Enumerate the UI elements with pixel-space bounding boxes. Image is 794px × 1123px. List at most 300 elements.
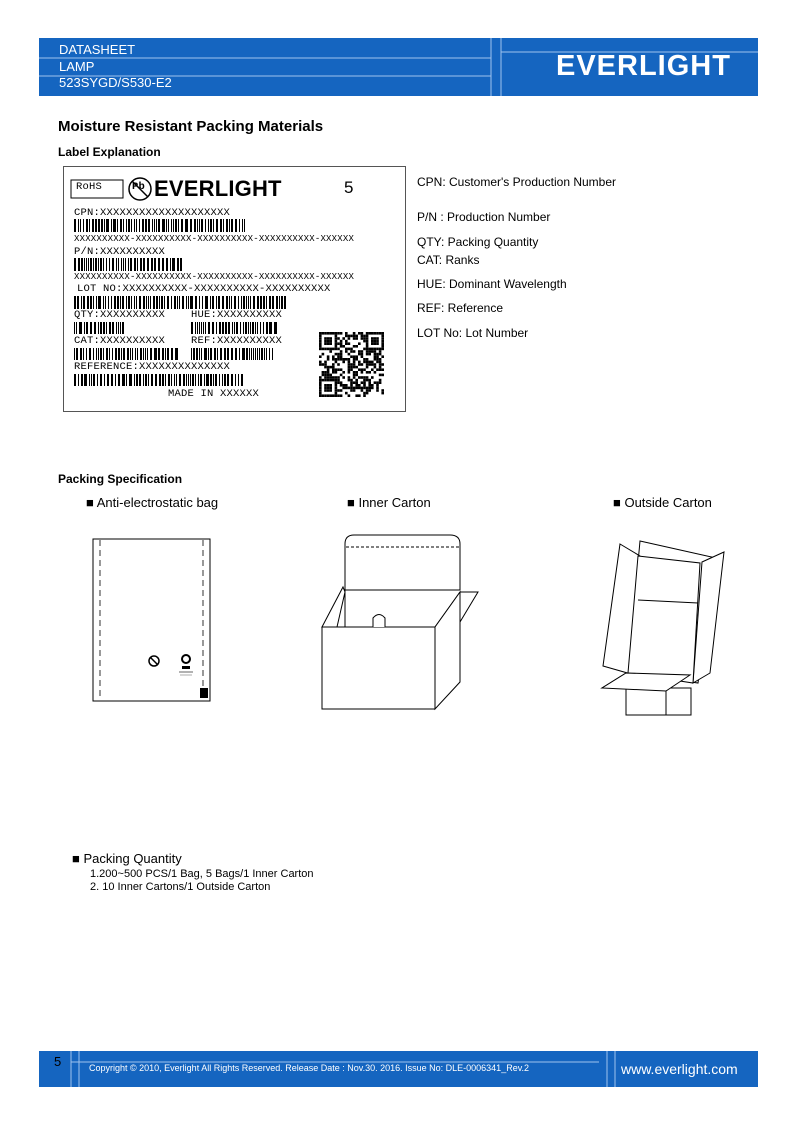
barcode-bar bbox=[183, 374, 185, 386]
barcode-bar bbox=[212, 296, 214, 309]
qr-module bbox=[337, 358, 340, 361]
barcode-bar bbox=[116, 322, 117, 334]
barcode-bar bbox=[186, 374, 187, 386]
qr-module bbox=[319, 394, 322, 397]
qr-module bbox=[348, 337, 351, 340]
qr-module bbox=[335, 381, 338, 384]
logo-text: EVERLIGHT bbox=[556, 50, 731, 81]
barcode-bar bbox=[121, 258, 122, 271]
barcode-bar bbox=[88, 258, 89, 271]
qr-module bbox=[332, 366, 335, 369]
barcode-bar bbox=[118, 322, 119, 334]
barcode-bar bbox=[196, 348, 198, 360]
barcode-bar bbox=[108, 296, 109, 309]
qr-module bbox=[366, 337, 369, 340]
barcode-bar bbox=[180, 258, 182, 271]
qr-module bbox=[340, 345, 343, 348]
qr-module bbox=[350, 348, 353, 351]
barcode-bar bbox=[208, 219, 209, 232]
barcode-bar bbox=[81, 258, 83, 271]
qr-module bbox=[335, 361, 338, 364]
barcode-bar bbox=[95, 219, 97, 232]
qr-module bbox=[361, 381, 364, 384]
qr-module bbox=[340, 374, 343, 377]
qr-module bbox=[322, 332, 325, 335]
qr-module bbox=[376, 337, 379, 340]
barcode-bar bbox=[129, 374, 132, 386]
barcode-bar bbox=[234, 322, 235, 334]
barcode-bar bbox=[177, 296, 178, 309]
qr-module bbox=[324, 340, 327, 343]
barcode-bar bbox=[122, 374, 125, 386]
qr-module bbox=[350, 366, 353, 369]
barcode-bar bbox=[131, 219, 132, 232]
qr-module bbox=[381, 342, 384, 345]
qr-module bbox=[374, 366, 377, 369]
qr-module bbox=[358, 332, 361, 335]
qr-module bbox=[374, 358, 377, 361]
qr-module bbox=[363, 335, 366, 338]
qr-module bbox=[381, 348, 384, 351]
barcode-bar bbox=[168, 374, 170, 386]
qr-module bbox=[332, 371, 335, 374]
qr-module bbox=[348, 358, 351, 361]
barcode-bar bbox=[134, 258, 136, 271]
barcode-bar bbox=[96, 296, 97, 309]
barcode-bar bbox=[135, 348, 136, 360]
barcode-bar bbox=[100, 258, 102, 271]
barcode-bar bbox=[147, 348, 148, 360]
barcode-bar bbox=[214, 348, 216, 360]
outside-carton-drawing bbox=[598, 538, 726, 718]
qr-module bbox=[319, 381, 322, 384]
qr-module bbox=[340, 384, 343, 387]
qr-module bbox=[376, 358, 379, 361]
qr-module bbox=[363, 381, 366, 384]
qr-module bbox=[374, 348, 377, 351]
barcode-bar bbox=[229, 219, 230, 232]
barcode-bar bbox=[164, 296, 165, 309]
qr-module bbox=[327, 384, 330, 387]
qr-module bbox=[327, 394, 330, 397]
barcode-bar bbox=[93, 258, 94, 271]
label-reference: REFERENCE:XXXXXXXXXXXXXX bbox=[74, 361, 231, 373]
barcode-bar bbox=[98, 348, 99, 360]
qr-module bbox=[358, 387, 361, 390]
barcode-bar bbox=[134, 296, 135, 309]
qr-module bbox=[340, 355, 343, 358]
qr-module bbox=[353, 361, 356, 364]
qr-module bbox=[319, 337, 322, 340]
qr-module bbox=[376, 355, 379, 358]
qr-module bbox=[366, 353, 369, 356]
barcode-bar bbox=[199, 322, 200, 334]
barcode-bar bbox=[255, 322, 256, 334]
pack-item-inner-carton: ■ Inner Carton bbox=[347, 495, 431, 510]
barcode-bar bbox=[249, 348, 250, 360]
barcode-bar bbox=[89, 219, 90, 232]
qr-module bbox=[332, 379, 335, 382]
barcode-bar bbox=[134, 374, 135, 386]
barcode-bar bbox=[154, 219, 155, 232]
barcode-bar bbox=[248, 322, 249, 334]
barcode-bar bbox=[208, 348, 209, 360]
qr-module bbox=[350, 363, 353, 366]
qr-module bbox=[358, 368, 361, 371]
barcode-bar bbox=[238, 296, 239, 309]
barcode-bar bbox=[89, 348, 91, 360]
qr-module bbox=[379, 358, 382, 361]
qr-module bbox=[350, 350, 353, 353]
barcode-bar bbox=[201, 219, 203, 232]
barcode-bar bbox=[226, 296, 228, 309]
barcode-bar bbox=[86, 348, 87, 360]
barcode-bar bbox=[241, 374, 243, 386]
barcode-bar bbox=[81, 296, 82, 309]
barcode-bar bbox=[263, 322, 264, 334]
qr-module bbox=[376, 368, 379, 371]
barcode-bar bbox=[115, 348, 117, 360]
qr-module bbox=[348, 348, 351, 351]
qr-module bbox=[355, 374, 358, 377]
qr-module bbox=[337, 376, 340, 379]
barcode-bar bbox=[74, 258, 76, 271]
qr-module bbox=[355, 335, 358, 338]
barcode-bar bbox=[260, 296, 262, 309]
barcode-bar bbox=[120, 296, 121, 309]
barcode-bar bbox=[248, 296, 249, 309]
qr-module bbox=[368, 348, 371, 351]
barcode-bar bbox=[112, 258, 114, 271]
barcode-bar bbox=[97, 374, 98, 386]
qr-module bbox=[366, 335, 369, 338]
qr-module bbox=[353, 332, 356, 335]
qr-module bbox=[368, 387, 371, 390]
qr-module bbox=[381, 363, 384, 366]
qr-module bbox=[363, 387, 366, 390]
barcode-bar bbox=[272, 296, 274, 309]
legend-ref: REF: Reference bbox=[417, 301, 504, 315]
qr-module bbox=[340, 342, 343, 345]
website-link[interactable]: www.everlight.com bbox=[621, 1061, 738, 1077]
qr-module bbox=[345, 387, 348, 390]
barcode-bar bbox=[240, 322, 241, 334]
barcode-bar bbox=[191, 348, 192, 360]
qr-module bbox=[319, 335, 322, 338]
qr-module bbox=[337, 368, 340, 371]
qr-module bbox=[335, 394, 338, 397]
barcode-bar bbox=[188, 374, 189, 386]
barcode-bar bbox=[152, 219, 153, 232]
qr-module bbox=[379, 350, 382, 353]
qr-module bbox=[361, 387, 364, 390]
page-number: 5 bbox=[54, 1054, 62, 1069]
barcode-bar bbox=[174, 296, 176, 309]
qr-module bbox=[329, 337, 332, 340]
barcode-bar bbox=[192, 374, 194, 386]
barcode-bar bbox=[115, 374, 116, 386]
qr-module bbox=[332, 348, 335, 351]
barcode-bar bbox=[136, 296, 137, 309]
qr-module bbox=[355, 371, 358, 374]
barcode-bar bbox=[201, 322, 202, 334]
qr-module bbox=[327, 340, 330, 343]
qr-module bbox=[363, 379, 366, 382]
barcode-bar bbox=[162, 258, 164, 271]
barcode-bar bbox=[231, 348, 233, 360]
barcode-bar bbox=[193, 348, 195, 360]
sample-label bbox=[63, 166, 406, 412]
qr-module bbox=[361, 350, 364, 353]
barcode-bar bbox=[103, 296, 104, 309]
barcode-bar bbox=[199, 219, 200, 232]
qr-module bbox=[342, 384, 345, 387]
qr-module bbox=[353, 371, 356, 374]
barcode-bar bbox=[195, 322, 196, 334]
qr-module bbox=[368, 361, 371, 364]
qr-module bbox=[324, 332, 327, 335]
qr-module bbox=[335, 345, 338, 348]
qr-module bbox=[335, 348, 338, 351]
qr-module bbox=[322, 371, 325, 374]
barcode-bar bbox=[281, 296, 283, 309]
barcode-bar bbox=[197, 322, 198, 334]
barcode-bar bbox=[204, 348, 207, 360]
barcode-bar bbox=[78, 374, 79, 386]
qr-module bbox=[348, 361, 351, 364]
barcode-bar bbox=[111, 374, 113, 386]
qr-module bbox=[327, 376, 330, 379]
qr-module bbox=[332, 376, 335, 379]
barcode-bar bbox=[126, 219, 127, 232]
barcode-bar bbox=[171, 374, 172, 386]
barcode-bar bbox=[179, 296, 180, 309]
qr-module bbox=[329, 384, 332, 387]
qr-module bbox=[335, 371, 338, 374]
qr-module bbox=[368, 381, 371, 384]
qr-module bbox=[345, 384, 348, 387]
everlight-logo bbox=[556, 49, 746, 81]
barcode-bar bbox=[109, 258, 110, 271]
barcode-bar bbox=[103, 348, 104, 360]
qr-module bbox=[353, 350, 356, 353]
barcode-bar bbox=[195, 296, 197, 309]
qr-module bbox=[363, 368, 366, 371]
qr-module bbox=[376, 387, 379, 390]
qr-module bbox=[381, 337, 384, 340]
qr-module bbox=[327, 342, 330, 345]
barcode-bar bbox=[158, 258, 160, 271]
qr-module bbox=[361, 368, 364, 371]
barcode-bar bbox=[116, 258, 117, 271]
qr-module bbox=[361, 335, 364, 338]
barcode-bar bbox=[101, 219, 103, 232]
qr-module bbox=[353, 358, 356, 361]
barcode-bar bbox=[78, 219, 79, 232]
copyright-text: Copyright © 2010, Everlight All Rights Reserved. Release Date : Nov.30. 2016. Issue No: DLE-0006341_Rev.2 bbox=[89, 1063, 530, 1073]
qr-module bbox=[348, 366, 351, 369]
legend-cat: CAT: Ranks bbox=[417, 253, 480, 267]
qr-module bbox=[332, 355, 335, 358]
qr-module bbox=[345, 340, 348, 343]
barcode-bar bbox=[89, 374, 90, 386]
barcode-bar bbox=[204, 374, 205, 386]
barcode-bar bbox=[190, 219, 192, 232]
qr-module bbox=[379, 363, 382, 366]
qr-module bbox=[337, 363, 340, 366]
barcode-bar bbox=[112, 348, 113, 360]
qr-module bbox=[376, 381, 379, 384]
qr-module bbox=[348, 368, 351, 371]
qr-module bbox=[368, 332, 371, 335]
qr-module bbox=[319, 340, 322, 343]
barcode-bar bbox=[79, 322, 82, 334]
barcode-bar bbox=[191, 322, 193, 334]
barcode-bar bbox=[165, 374, 166, 386]
label-brand: EVERLIGHT bbox=[154, 176, 282, 201]
qr-module bbox=[355, 358, 358, 361]
qr-module bbox=[355, 345, 358, 348]
qr-module bbox=[345, 350, 348, 353]
qr-module bbox=[381, 392, 384, 395]
barcode-bar bbox=[195, 374, 196, 386]
barcode-bar bbox=[109, 348, 110, 360]
barcode-bar bbox=[118, 258, 119, 271]
qr-module bbox=[374, 332, 377, 335]
qr-module bbox=[329, 394, 332, 397]
barcode-bar bbox=[269, 296, 271, 309]
qr-module bbox=[366, 392, 369, 395]
barcode-bar bbox=[231, 219, 233, 232]
barcode-bar bbox=[257, 296, 259, 309]
barcode-bar bbox=[105, 296, 106, 309]
barcode-bar bbox=[143, 348, 144, 360]
barcode-bar bbox=[199, 348, 200, 360]
barcode-bar bbox=[167, 348, 169, 360]
barcode-bar bbox=[257, 348, 258, 360]
barcode-bar bbox=[112, 322, 114, 334]
barcode-bar bbox=[139, 374, 141, 386]
qr-module bbox=[324, 387, 327, 390]
qr-module bbox=[324, 361, 327, 364]
barcode-bar bbox=[210, 296, 211, 309]
barcode-bar bbox=[202, 296, 203, 309]
barcode-bar bbox=[250, 296, 251, 309]
barcode-bar bbox=[90, 322, 92, 334]
qr-module bbox=[381, 355, 384, 358]
barcode-bar bbox=[98, 258, 99, 271]
barcode-bar bbox=[210, 219, 212, 232]
qr-module bbox=[342, 337, 345, 340]
qr-module bbox=[366, 389, 369, 392]
barcode-bar bbox=[128, 219, 130, 232]
barcode-bar bbox=[218, 296, 220, 309]
legend-pn: P/N : Production Number bbox=[417, 210, 551, 224]
barcode-bar bbox=[216, 296, 217, 309]
qr-module bbox=[340, 381, 343, 384]
qr-module bbox=[332, 394, 335, 397]
qr-module bbox=[348, 371, 351, 374]
barcode-bar bbox=[123, 219, 124, 232]
barcode-bar bbox=[167, 296, 169, 309]
qr-module bbox=[366, 366, 369, 369]
qr-module bbox=[371, 376, 374, 379]
barcode-bar bbox=[151, 258, 153, 271]
barcode-bar bbox=[123, 348, 125, 360]
barcode-bar bbox=[190, 296, 193, 309]
barcode-bar bbox=[226, 219, 228, 232]
barcode-bar bbox=[231, 296, 232, 309]
barcode-bar bbox=[148, 374, 149, 386]
qr-module bbox=[337, 332, 340, 335]
qr-module bbox=[329, 340, 332, 343]
qr-module bbox=[342, 361, 345, 364]
qr-module bbox=[350, 387, 353, 390]
qr-module bbox=[366, 332, 369, 335]
qr-module bbox=[371, 361, 374, 364]
barcode-bar bbox=[210, 374, 212, 386]
qr-module bbox=[381, 332, 384, 335]
barcode-bar bbox=[106, 219, 109, 232]
barcode-bar bbox=[90, 296, 92, 309]
qr-module bbox=[345, 332, 348, 335]
legend-qty: QTY: Packing Quantity bbox=[417, 235, 539, 249]
qr-module bbox=[319, 376, 322, 379]
barcode-bar bbox=[173, 219, 174, 232]
label-cpn: CPN:XXXXXXXXXXXXXXXXXXXX bbox=[74, 207, 231, 219]
qr-module bbox=[368, 363, 371, 366]
barcode-bar bbox=[128, 258, 129, 271]
barcode-bar bbox=[252, 322, 254, 334]
barcode-bar bbox=[96, 348, 97, 360]
barcode-bar bbox=[123, 258, 124, 271]
barcode-bar bbox=[84, 258, 85, 271]
qr-module bbox=[366, 379, 369, 382]
barcode-bar bbox=[139, 296, 141, 309]
qr-module bbox=[327, 355, 330, 358]
barcode-bar bbox=[84, 322, 85, 334]
barcode-bar bbox=[104, 374, 105, 386]
barcode-bar bbox=[139, 219, 140, 232]
qr-module bbox=[350, 384, 353, 387]
qr-module bbox=[350, 355, 353, 358]
barcode-bar bbox=[93, 348, 94, 360]
barcode-bar bbox=[93, 374, 95, 386]
qr-module bbox=[366, 345, 369, 348]
qr-module bbox=[329, 376, 332, 379]
qr-module bbox=[371, 387, 374, 390]
qr-module bbox=[363, 394, 366, 397]
barcode-bar bbox=[165, 348, 166, 360]
qr-module bbox=[358, 376, 361, 379]
barcode-bar bbox=[125, 258, 126, 271]
qr-module bbox=[319, 332, 322, 335]
qr-module bbox=[319, 361, 322, 364]
barcode-bar bbox=[219, 374, 220, 386]
qr-module bbox=[353, 389, 356, 392]
qr-module bbox=[337, 348, 340, 351]
barcode-bar bbox=[266, 296, 267, 309]
label-cpn-code: XXXXXXXXXX-XXXXXXXXXX-XXXXXXXXXX-XXXXXXXXXX-XXXXXX bbox=[74, 234, 355, 244]
qr-module bbox=[335, 353, 338, 356]
header-product-type: LAMP bbox=[59, 58, 95, 74]
qr-module bbox=[355, 387, 358, 390]
barcode-bar bbox=[137, 348, 138, 360]
barcode-bar bbox=[231, 374, 233, 386]
barcode-bar bbox=[269, 322, 272, 334]
qr-module bbox=[371, 350, 374, 353]
barcode-bar bbox=[151, 374, 153, 386]
